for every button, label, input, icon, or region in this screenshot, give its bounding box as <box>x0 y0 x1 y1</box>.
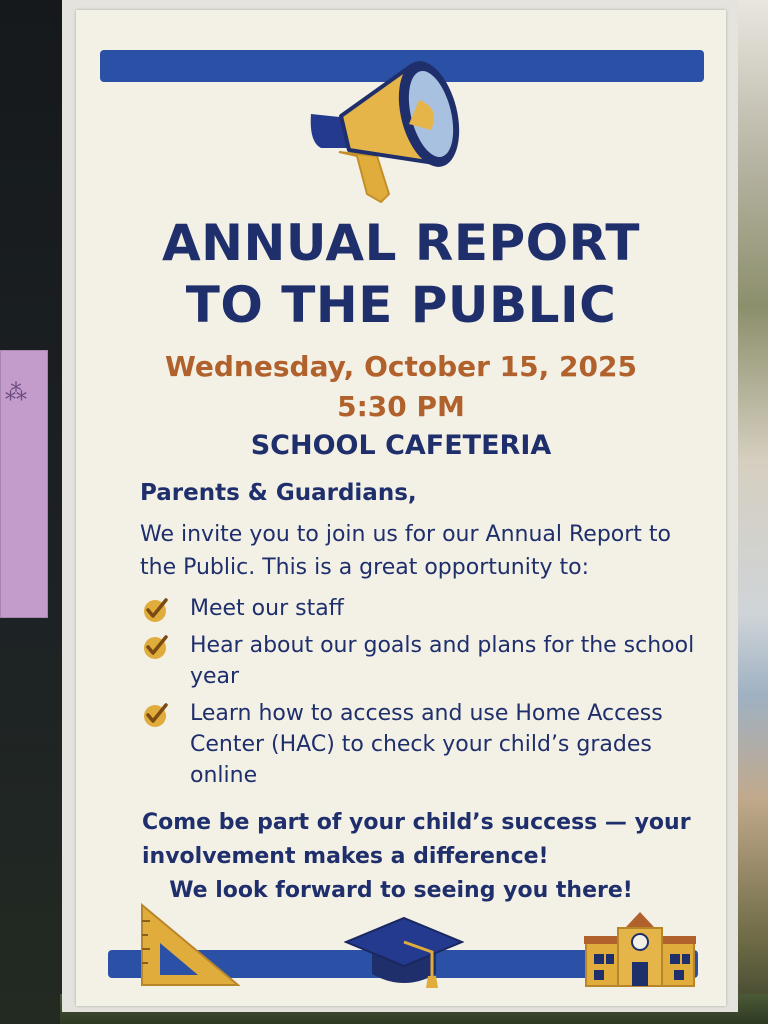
closing-message: Come be part of your child’s success — your involvement makes a difference! <box>142 810 691 869</box>
school-building-icon <box>584 906 696 988</box>
checkmark-icon <box>142 596 170 624</box>
megaphone-icon <box>301 44 471 209</box>
checklist-item <box>142 630 702 692</box>
flyer <box>76 10 726 1006</box>
graduation-cap-icon <box>344 912 464 990</box>
triangle-ruler-icon <box>140 903 240 989</box>
checklist-item <box>142 593 702 624</box>
event-date: Wednesday, October 15, 2025 <box>165 350 637 383</box>
checklist-item-text: Learn how to access and use Home Access Center (HAC) to check your child’s grades online <box>190 701 663 788</box>
event-location: SCHOOL CAFETERIA <box>250 430 552 461</box>
intro-text: We invite you to join us for our Annual Report to the Public. This is a great opportunity to: <box>140 522 672 580</box>
sticky-note <box>0 350 48 618</box>
checkmark-icon <box>142 633 170 661</box>
checklist-item-text: Hear about our goals and plans for the school year <box>190 633 695 689</box>
checklist-item <box>142 698 702 791</box>
note-scribble: ⁂ <box>5 381 27 406</box>
farewell-message: We look forward to seeing you there! <box>169 878 633 903</box>
title-line-1: ANNUAL REPORT <box>161 214 641 272</box>
checklist <box>142 593 702 797</box>
checkmark-icon <box>142 701 170 729</box>
checklist-item-text: Meet our staff <box>190 596 344 621</box>
event-time: 5:30 PM <box>337 390 465 423</box>
title-line-2: TO THE PUBLIC <box>185 276 617 334</box>
greeting: Parents & Guardians, <box>140 480 417 506</box>
